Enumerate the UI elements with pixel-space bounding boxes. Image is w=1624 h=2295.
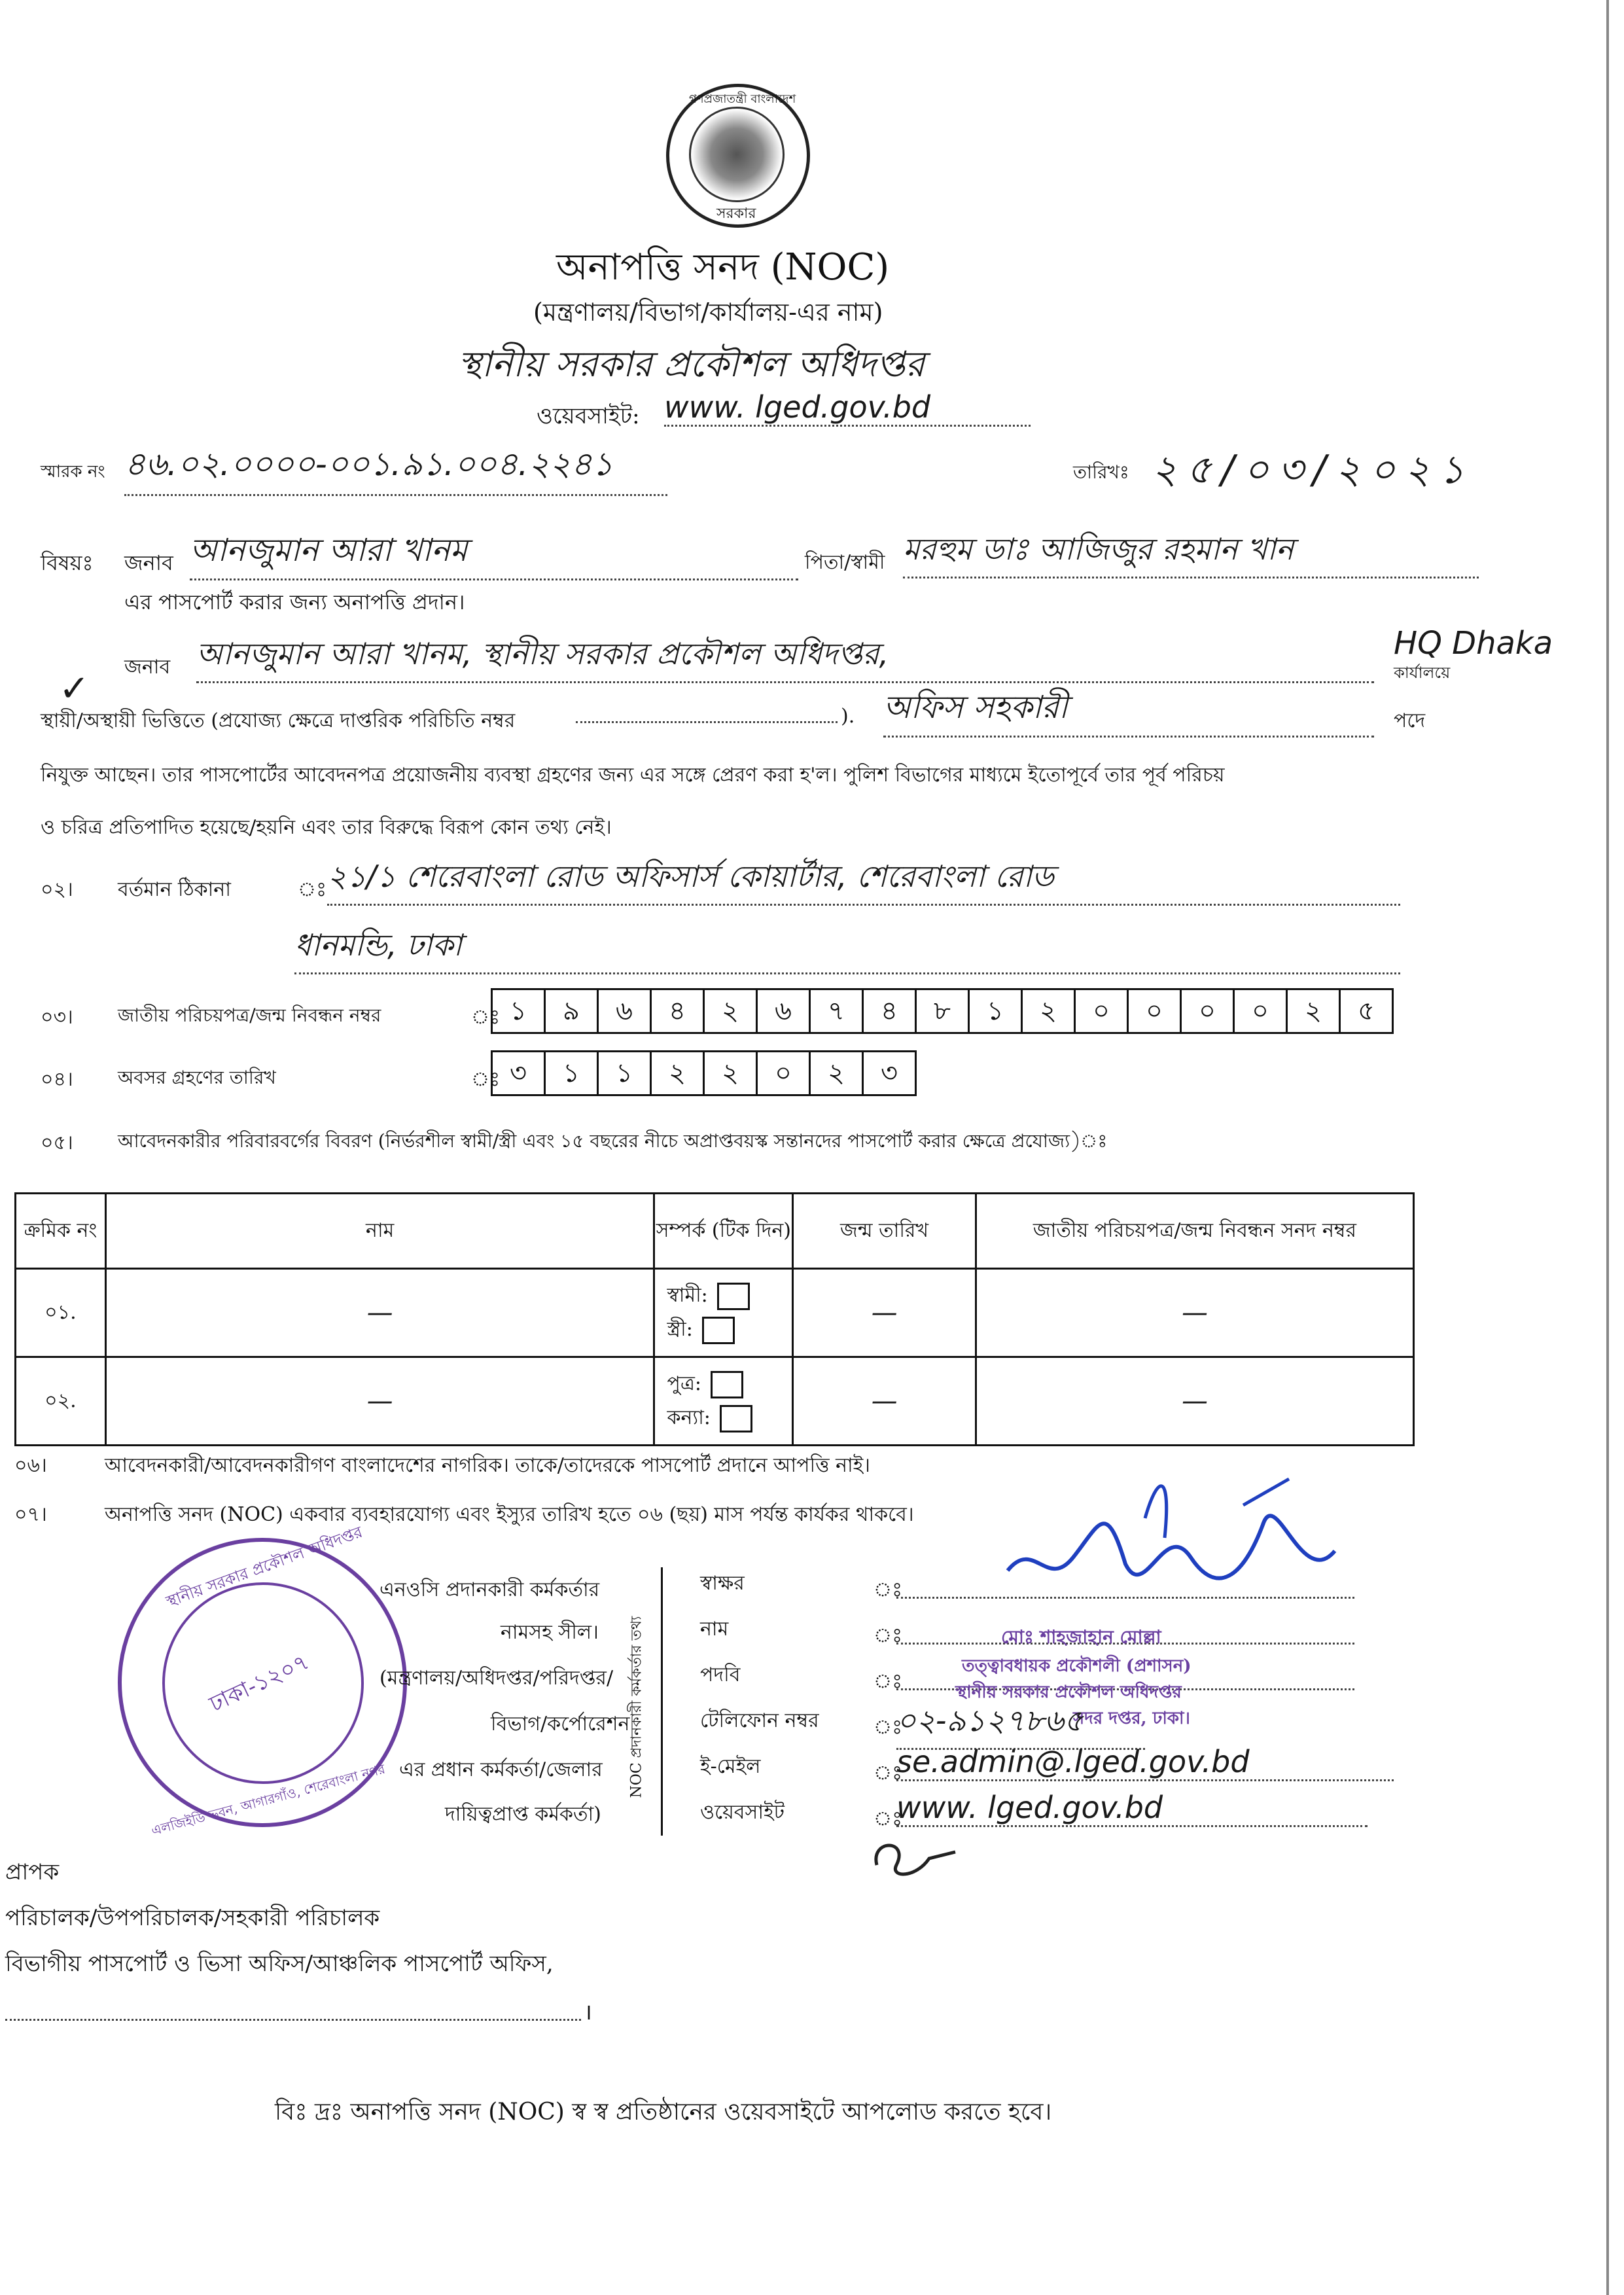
item07-text: অনাপত্তি সনদ (NOC) একবার ব্যবহারযোগ্য এবং ইস্যুর তারিখ হতে ০৬ (ছয়) মাস পর্যন্ত কার্যকর থাকবে। — [105, 1503, 914, 1526]
issuer-line-1: এনওসি প্রদানকারী কর্মকর্তার — [380, 1578, 600, 1601]
family-table — [14, 1192, 1415, 1446]
row1-serial: ০১. — [16, 1269, 106, 1357]
checkmark-icon: ✓ — [59, 667, 90, 710]
seal-top-text: স্থানীয় সরকার প্রকৌশল অধিদপ্তর — [164, 1522, 365, 1611]
nid-digit-12: ০ — [1076, 990, 1129, 1032]
website-value: www. lged.gov.bd — [664, 389, 1031, 427]
nid-digit-4: ৪ — [652, 990, 705, 1032]
issuer-website: www. lged.gov.bd — [896, 1790, 1368, 1827]
header-dob: জন্ম তারিখ — [793, 1194, 976, 1269]
issuer-vertical-divider — [661, 1567, 663, 1836]
item04-label: অবসর গ্রহণের তারিখ — [118, 1067, 276, 1088]
issuer-line-5: এর প্রধান কর্মকর্তা/জেলার — [399, 1758, 603, 1781]
item07-number: ০৭। — [14, 1503, 47, 1526]
row1-relation-label2: স্ত্রী: — [667, 1318, 693, 1341]
nid-digit-16: ২ — [1288, 990, 1341, 1032]
row2-nid: — — [976, 1357, 1413, 1446]
nid-digit-5: ২ — [705, 990, 758, 1032]
row1-name: — — [105, 1269, 654, 1357]
body-line3: নিযুক্ত আছেন। তার পাসপোর্টের আবেদনপত্র প্রয়োজনীয় ব্যবস্থা গ্রহণের জন্য এর সঙ্গে প্রেরণ করা হ'ল। পুলিশ বিভাগের মাধ্যমে ইতোপূর্বে তার পূর্ব পরিচয় — [41, 764, 1225, 787]
issuer-line-6: দায়িত্বপ্রাপ্ত কর্মকর্তা) — [445, 1803, 601, 1826]
recipient-heading: প্রাপক — [5, 1859, 60, 1885]
round-office-seal — [118, 1522, 407, 1839]
retirement-digit-5: ২ — [705, 1052, 758, 1094]
nid-digit-boxes — [491, 988, 1394, 1034]
body-mr: জনাব — [124, 656, 171, 679]
website-label: ওয়েবসাইট: — [537, 403, 640, 429]
memo-number: ৪৬.০২.০০০০-০০১.৯১.০০৪.২২৪১ — [124, 440, 667, 496]
body-designation: অফিস সহকারী — [883, 684, 1374, 738]
stamp-officer-title: তত্ত্বাবধায়ক প্রকৌশলী (প্রশাসন) — [962, 1656, 1192, 1676]
item03-colon: ঃ — [471, 1006, 501, 1029]
footer-note: বিঃ দ্রঃ অনাপত্তি সনদ (NOC) স্ব স্ব প্রতিষ্ঠানের ওয়েবসাইটে আপলোড করতে হবে। — [275, 2099, 1052, 2126]
row1-dob: — — [793, 1269, 976, 1357]
issuer-line-3: (মন্ত্রণালয়/অধিদপ্তর/পরিদপ্তর/ — [380, 1667, 614, 1690]
header-nid: জাতীয় পরিচয়পত্র/জন্ম নিবন্ধন সনদ নম্বর — [976, 1194, 1413, 1269]
nid-digit-9: ৮ — [917, 990, 970, 1032]
son-checkbox[interactable] — [711, 1371, 743, 1398]
stamp-officer-name: মোঃ শাহজাহান মোল্লা — [1001, 1626, 1161, 1648]
item06-number: ০৬। — [14, 1454, 47, 1477]
issuer-phone: ০২-৯১২৭৮৬৫ — [896, 1698, 1145, 1750]
recipient-dots — [5, 2019, 581, 2021]
item02-colon: ঃ — [298, 878, 327, 901]
item03-label: জাতীয় পরিচয়পত্র/জন্ম নিবন্ধন নম্বর — [118, 1005, 381, 1026]
nid-digit-2: ৯ — [546, 990, 599, 1032]
header-relation: সম্পর্ক (টিক দিন) — [654, 1194, 793, 1269]
subject-name: আনজুমান আরা খানম — [190, 527, 798, 580]
recipient-line-3: । — [584, 1999, 592, 2025]
field-designation-label: পদবি — [700, 1663, 741, 1686]
field-name-label: নাম — [700, 1618, 729, 1641]
date-label: তারিখঃ — [1073, 461, 1129, 483]
item05-label: আবেদনকারীর পরিবারবর্গের বিবরণ (নির্ভরশীল স্বামী/স্ত্রী এবং ১৫ বছরের নীচে অপ্রাপ্তবয়স্ক সন্তানদের পাসপোর্ট করার ক্ষেত্রে প্রযোজ্য)ঃ — [118, 1130, 1108, 1152]
item03-number: ০৩। — [41, 1006, 73, 1029]
parent-label: পিতা/স্বামী — [805, 551, 885, 574]
nid-digit-8: ৪ — [864, 990, 917, 1032]
row1-relation-label1: স্বামী: — [667, 1284, 708, 1307]
date-value: ২৫/০৩/২০২১ — [1152, 447, 1474, 493]
recipient-line-1: পরিচালক/উপপরিচালক/সহকারী পরিচালক — [5, 1905, 380, 1931]
row2-relation-label1: পুত্র: — [667, 1372, 701, 1395]
nid-digit-13: ০ — [1129, 990, 1182, 1032]
row2-relation — [654, 1357, 793, 1446]
emblem-top-text: গণপ্রজাতন্ত্রী বাংলাদেশ — [689, 92, 796, 106]
body-id-blank — [576, 721, 838, 723]
item02-number: ০২। — [41, 878, 73, 901]
nid-digit-10: ১ — [970, 990, 1023, 1032]
seal-bottom-text: এলজিইডি ভবন, আগারগাঁও, শেরেবাংলা নগর — [149, 1760, 387, 1839]
body-office-suffix: HQ Dhaka — [1394, 625, 1553, 662]
row2-name: — — [105, 1357, 654, 1446]
subject-label: বিষয়ঃ — [41, 550, 94, 575]
nid-digit-17: ৫ — [1358, 996, 1375, 1026]
retirement-digit-4: ২ — [652, 1052, 705, 1094]
header-serial: ক্রমিক নং — [16, 1194, 106, 1269]
page-title: অনাপত্তি সনদ (NOC) — [556, 246, 890, 289]
nid-digit-1: ১ — [493, 990, 546, 1032]
husband-checkbox[interactable] — [717, 1283, 750, 1310]
item02-address-line1: ২১/১ শেরেবাংলা রোড অফিসার্স কোয়ার্টার, শেরেবাংলা রোড — [327, 854, 1400, 906]
retirement-digit-1: ৩ — [493, 1052, 546, 1094]
family-table-header — [16, 1194, 1414, 1269]
page-subtitle: (মন্ত্রণালয়/বিভাগ/কার্যালয়-এর নাম) — [533, 298, 883, 327]
body-post-label: পদে — [1394, 709, 1426, 732]
row1-nid: — — [976, 1269, 1413, 1357]
retirement-digit-6: ০ — [758, 1052, 811, 1094]
office-name: স্থানীয় সরকার প্রকৌশল অধিদপ্তর — [458, 344, 925, 385]
initials-scribble — [864, 1832, 962, 1885]
nid-digit-6: ৬ — [758, 990, 811, 1032]
row1-relation — [654, 1269, 793, 1357]
retirement-digit-2: ১ — [546, 1052, 599, 1094]
nid-digit-15: ০ — [1235, 990, 1288, 1032]
signature-scribble — [995, 1459, 1361, 1610]
field-signature-label: স্বাক্ষর — [700, 1572, 745, 1595]
field-phone-label: টেলিফোন নম্বর — [700, 1709, 819, 1732]
table-row — [16, 1269, 1414, 1357]
header-name: নাম — [105, 1194, 654, 1269]
issuer-line-2: নামসহ সীল। — [501, 1621, 599, 1644]
subject-mr: জনাব — [124, 550, 173, 575]
wife-checkbox[interactable] — [702, 1317, 735, 1344]
field-email-label: ই-মেইল — [700, 1755, 761, 1778]
retirement-digit-3: ১ — [599, 1052, 652, 1094]
issuer-vertical-text: NOC প্রদানকারী কর্মকর্তার তথ্য — [628, 1616, 645, 1798]
nid-digit-11: ২ — [1023, 990, 1076, 1032]
nid-digit-14: ০ — [1182, 990, 1235, 1032]
subject-suffix: এর পাসপোর্ট করার জন্য অনাপত্তি প্রদান। — [124, 590, 465, 614]
row2-dob: — — [793, 1357, 976, 1446]
seal-center-text: ঢাকা-১২০৭ — [205, 1648, 313, 1718]
body-line4: ও চরিত্র প্রতিপাদিত হয়েছে/হয়নি এবং তার বিরুদ্ধে বিরূপ কোন তথ্য নেই। — [41, 816, 612, 839]
row2-serial: ০২. — [16, 1357, 106, 1446]
item02-label: বর্তমান ঠিকানা — [118, 878, 231, 901]
nid-digit-3: ৬ — [599, 990, 652, 1032]
recipient-line-2: বিভাগীয় পাসপোর্ট ও ভিসা অফিস/আঞ্চলিক পাসপোর্ট অফিস, — [5, 1951, 554, 1977]
item05-number: ০৫। — [41, 1131, 73, 1154]
nid-digit-7: ৭ — [811, 990, 864, 1032]
item04-number: ০৪। — [41, 1068, 73, 1091]
retirement-digit-8: ৩ — [880, 1058, 898, 1088]
body-office-label: কার্যালয়ে — [1394, 664, 1451, 682]
issuer-line-4: বিভাগ/কর্পোরেশন — [491, 1713, 630, 1735]
stamp-officer-office: স্থানীয় সরকার প্রকৌশল অধিদপ্তর — [955, 1682, 1182, 1702]
body-name-office: আনজুমান আরা খানম, স্থানীয় সরকার প্রকৌশল অধিদপ্তর, — [196, 632, 1374, 683]
stamp-officer-city: সদর দপ্তর, ঢাকা। — [1073, 1709, 1190, 1728]
colon-column: ঃ ঃ ঃ ঃ ঃ ঃ — [874, 1578, 903, 1830]
retirement-digit-boxes — [491, 1050, 917, 1096]
issuer-email: se.admin@.lged.gov.bd — [896, 1744, 1394, 1781]
government-emblem — [666, 84, 810, 228]
parent-value: মরহুম ডাঃ আজিজুর রহমান খান — [903, 527, 1479, 578]
emblem-bottom-text: সরকার — [716, 205, 756, 222]
field-website-label: ওয়েবসাইট — [700, 1801, 785, 1824]
page-edge-line — [1606, 0, 1609, 2295]
daughter-checkbox[interactable] — [720, 1405, 752, 1432]
row2-relation-label2: কন্যা: — [667, 1406, 711, 1429]
item02-address-line2: ধানমন্ডি, ঢাকা — [294, 923, 1400, 974]
table-row — [16, 1357, 1414, 1446]
body-line2-mid: ). — [841, 705, 855, 728]
body-line2-prefix: স্থায়ী/অস্থায়ী ভিত্তিতে (প্রযোজ্য ক্ষেত্রে দাপ্তরিক পরিচিতি নম্বর — [41, 709, 516, 732]
item06-text: আবেদনকারী/আবেদনকারীগণ বাংলাদেশের নাগরিক। তাকে/তাদেরকে পাসপোর্ট প্রদানে আপত্তি নাই। — [105, 1454, 871, 1477]
retirement-digit-7: ২ — [811, 1052, 864, 1094]
item04-colon: ঃ — [471, 1068, 501, 1091]
memo-label: স্মারক নং — [41, 462, 105, 482]
